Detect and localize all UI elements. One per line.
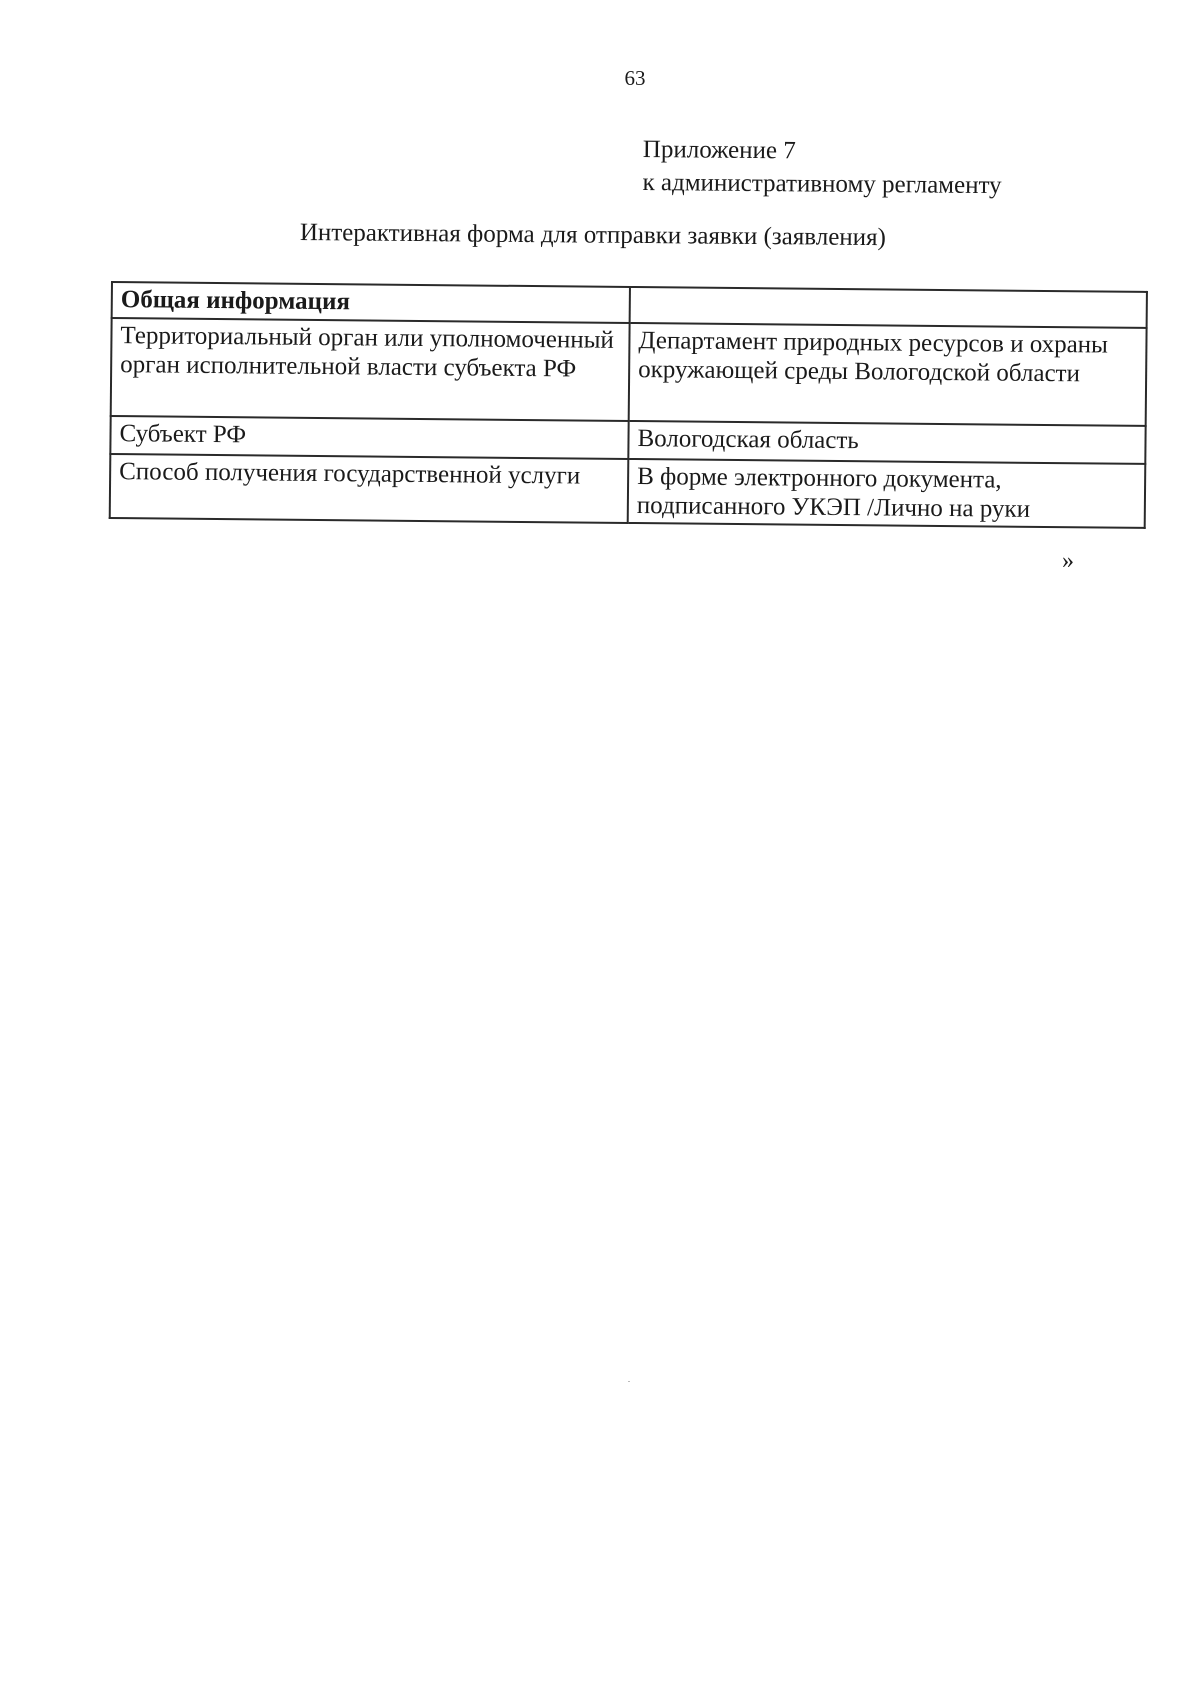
table-cell-value: Департамент природных ресурсов и охраны окружающей среды Вологодской области [629, 323, 1147, 426]
table-cell-value: Вологодская область [628, 421, 1145, 464]
table-cell-label: Территориальный орган или уполномоченный орган исполнительной власти субъекта РФ [111, 318, 630, 421]
appendix-number: Приложение 7 [642, 135, 796, 165]
scan-speck [628, 1381, 630, 1382]
table-row [111, 318, 1147, 426]
page-number: 63 [624, 66, 646, 90]
table-row [110, 454, 1146, 528]
table-cell-label: Способ получения государственной услуги [110, 454, 629, 523]
table-header-right [630, 287, 1147, 328]
table-cell-label: Субъект РФ [110, 416, 628, 459]
table-cell-value: В форме электронного документа, подписанного УКЭП /Лично на руки [628, 459, 1146, 528]
info-table-wrapper [109, 281, 1148, 529]
appendix-caption [642, 133, 1002, 202]
general-info-table [109, 281, 1148, 529]
table-header-left: Общая информация [112, 282, 630, 323]
closing-quote: » [1062, 548, 1074, 574]
form-title: Интерактивная форма для отправки заявки (заявления) [299, 219, 887, 252]
appendix-reference: к административному регламенту [642, 168, 1002, 200]
